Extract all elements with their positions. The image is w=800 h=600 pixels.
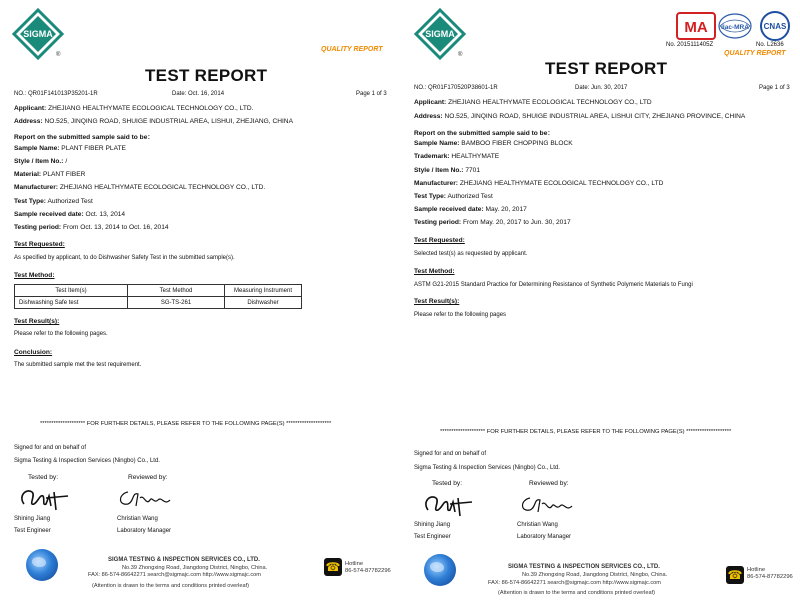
test-method-table [14, 284, 302, 309]
manufacturer-label: Manufacturer: [414, 180, 458, 187]
tester-name: Shining Jiang [14, 516, 51, 522]
footer-contact: FAX: 86-574-86642271 search@sigmajc.com http://www.sigmajc.com [88, 572, 261, 578]
manufacturer-row [14, 184, 265, 191]
footer-company: SIGMA TESTING & INSPECTION SERVICES CO., LTD. [108, 557, 260, 563]
report-number: NO.: QR01F141013P35201-1R [14, 91, 98, 97]
style-value: / [65, 158, 68, 165]
submitted-heading: Report on the submitted sample said to be： [414, 130, 554, 137]
signed-text: Signed for and on behalf of [14, 445, 87, 451]
test-method-text: ASTM G21-2015 Standard Practice for Determining Resistance of Synthetic Polymeric Materials to Fungi [414, 282, 693, 288]
test-results-text: Please refer to the following pages. [14, 331, 108, 337]
test-method-heading: Test Method: [414, 268, 455, 275]
svg-text:®: ® [56, 52, 61, 58]
lab-name: Sigma Testing & Inspection Services (Ningbo) Co., Ltd. [14, 458, 160, 464]
tester-title: Test Engineer [414, 534, 451, 540]
sample-name-row [414, 140, 573, 147]
reviewed-by-label: Reviewed by: [128, 474, 168, 481]
received-value: Oct. 13, 2014 [85, 211, 126, 218]
table-header-row [15, 285, 302, 297]
reviewed-by-label: Reviewed by: [529, 480, 569, 487]
page-title: TEST REPORT [145, 66, 268, 85]
table-header-cell: Test Method [128, 285, 225, 297]
test-results-text: Please refer to the following pages [414, 312, 507, 318]
test-requested-text: As specified by applicant, to do Dishwasher Safety Test in the submitted sample(s). [14, 255, 235, 261]
ilac-text: ilac-MRA [721, 24, 749, 31]
manufacturer-value: ZHEJIANG HEALTHYMATE ECOLOGICAL TECHNOLOGY CO., LTD [459, 180, 664, 187]
hotline [345, 561, 391, 575]
sample-name-row [14, 145, 126, 152]
ilac-mra-logo [716, 10, 754, 42]
applicant-row [414, 99, 652, 106]
submitted-heading: Report on the submitted sample said to be： [14, 134, 154, 141]
address-value: NO.525, JINQING ROAD, SHUIGE INDUSTRIAL AREA, LISHUI, ZHEJIANG, CHINA [44, 118, 293, 125]
phone-icon: ☎ [727, 568, 743, 582]
tester-signature [420, 488, 478, 520]
svg-text:SIGMA: SIGMA [23, 29, 53, 39]
cert-number-2: No. L2636 [756, 42, 784, 48]
reviewer-signature [516, 490, 580, 518]
footer-address: No.39 Zhongxing Road, Jiangdong District, Ningbo, China. [522, 572, 668, 578]
tester-name: Shining Jiang [414, 522, 451, 528]
trademark-value: HEALTHYMATE [451, 153, 500, 160]
test-requested-text: Selected test(s) as requested by applicant. [414, 251, 528, 257]
sigma-logo [414, 8, 466, 60]
trademark-row [414, 153, 499, 160]
material-value: PLANT FIBER [42, 171, 86, 178]
further-details-line: ******************** FOR FURTHER DETAILS, PLEASE REFER TO THE FOLLOWING PAGE(S) ******************** [440, 429, 732, 435]
test-results-heading: Test Result(s): [414, 298, 460, 305]
applicant-label: Applicant: [414, 99, 447, 106]
period-value: From Oct. 13, 2014 to Oct. 16, 2014 [62, 224, 169, 231]
tester-signature [16, 482, 74, 514]
cert-number-1: No. 2015111405Z [666, 42, 714, 48]
received-row [414, 206, 527, 213]
period-value: From May. 20, 2017 to Jun. 30, 2017 [462, 219, 571, 226]
address-row [14, 118, 293, 125]
table-header-cell: Test Item(s) [15, 285, 128, 297]
quality-report-label: QUALITY REPORT [321, 46, 383, 53]
svg-text:SIGMA: SIGMA [425, 29, 455, 39]
quality-report-label: QUALITY REPORT [724, 50, 786, 57]
tester-title: Test Engineer [14, 528, 51, 534]
received-row [14, 211, 125, 218]
trademark-label: Trademark: [414, 153, 450, 160]
footer-contact: FAX: 86-574-86642271 search@sigmajc.com http://www.sigmajc.com [488, 580, 661, 586]
address-row [414, 113, 745, 120]
hotline-number: 86-574-87782296 [747, 574, 793, 580]
address-value: NO.525, JINQING ROAD, SHUIGE INDUSTRIAL AREA, LISHUI CITY, ZHEJIANG PROVINCE, CHINA [444, 113, 746, 120]
signed-text: Signed for and on behalf of [414, 451, 487, 457]
material-label: Material: [14, 171, 42, 178]
tested-by-label: Tested by: [28, 474, 59, 481]
test-type-label: Test Type: [414, 193, 446, 200]
page-separator [392, 0, 404, 600]
received-label: Sample received date: [14, 211, 84, 218]
hotline [747, 567, 793, 581]
applicant-value: ZHEJIANG HEALTHYMATE ECOLOGICAL TECHNOLOGY CO., LTD [448, 99, 652, 106]
globe-icon [424, 554, 456, 586]
hotline-number: 86-574-87782296 [345, 568, 391, 574]
footer-attention: (Attention is drawn to the terms and conditions printed overleaf) [92, 583, 250, 589]
phone-icon: ☎ [325, 560, 341, 574]
period-row [414, 219, 571, 226]
test-requested-heading: Test Requested: [14, 241, 65, 248]
style-row [14, 158, 67, 165]
style-value: 7701 [465, 167, 480, 174]
table-cell: SG-TS-261 [128, 297, 225, 309]
test-type-row [14, 198, 93, 205]
report-page-1 [0, 0, 392, 600]
style-row [414, 167, 480, 174]
sigma-logo [12, 8, 64, 60]
manufacturer-value: ZHEJIANG HEALTHYMATE ECOLOGICAL TECHNOLOGY CO., LTD. [59, 184, 266, 191]
report-page-2 [404, 0, 800, 600]
conclusion-text: The submitted sample met the test requirement. [14, 362, 142, 368]
footer-address: No.39 Zhongxing Road, Jiangdong District, Ningbo, China. [122, 565, 268, 571]
sample-name-value: BAMBOO FIBER CHOPPING BLOCK [461, 140, 573, 147]
received-label: Sample received date: [414, 206, 484, 213]
further-details-line: ******************** FOR FURTHER DETAILS, PLEASE REFER TO THE FOLLOWING PAGE(S) ******************** [40, 421, 332, 427]
table-header-cell: Measuring Instrument [225, 285, 302, 297]
period-label: Testing period: [414, 219, 462, 226]
cnas-text: CNAS [763, 22, 787, 31]
reviewer-title: Laboratory Manager [517, 534, 572, 540]
applicant-label: Applicant: [14, 105, 47, 112]
page-title: TEST REPORT [545, 59, 668, 78]
test-type-value: Authorized Test [47, 198, 93, 205]
applicant-row [14, 105, 254, 112]
applicant-value: ZHEJIANG HEALTHYMATE ECOLOGICAL TECHNOLOGY CO., LTD. [48, 105, 254, 112]
test-type-value: Authorized Test [447, 193, 493, 200]
test-method-heading: Test Method: [14, 272, 55, 279]
ma-text: MA [684, 19, 708, 36]
reviewer-signature [114, 484, 178, 512]
test-requested-heading: Test Requested: [414, 237, 465, 244]
reviewer-name: Christian Wang [117, 516, 158, 522]
hotline-label: Hotline [345, 561, 364, 567]
reviewer-name: Christian Wang [517, 522, 558, 528]
page-number: Page 1 of 3 [356, 91, 387, 97]
table-row [15, 297, 302, 309]
ma-certification-logo [676, 12, 716, 40]
table-cell: Dishwasher [225, 297, 302, 309]
test-type-label: Test Type: [14, 198, 46, 205]
cnas-logo [756, 10, 794, 42]
report-number: NO.: QR01F170520P38601-1R [414, 85, 498, 91]
lab-name: Sigma Testing & Inspection Services (Ningbo) Co., Ltd. [414, 465, 560, 471]
conclusion-heading: Conclusion: [14, 349, 53, 356]
globe-icon [26, 549, 58, 581]
footer-company: SIGMA TESTING & INSPECTION SERVICES CO., LTD. [508, 564, 660, 570]
tested-by-label: Tested by: [432, 480, 463, 487]
sample-name-label: Sample Name: [14, 145, 60, 152]
received-value: May. 20, 2017 [485, 206, 527, 213]
test-results-heading: Test Result(s): [14, 318, 60, 325]
manufacturer-label: Manufacturer: [14, 184, 58, 191]
svg-text:®: ® [458, 52, 463, 58]
period-label: Testing period: [14, 224, 62, 231]
sample-name-value: PLANT FIBER PLATE [61, 145, 126, 152]
material-row [14, 171, 85, 178]
test-type-row [414, 193, 493, 200]
address-label: Address: [14, 118, 43, 125]
address-label: Address: [414, 113, 443, 120]
report-date: Date: Oct. 16, 2014 [172, 91, 225, 97]
style-label: Style / Item No.: [14, 158, 64, 165]
reviewer-title: Laboratory Manager [117, 528, 172, 534]
footer-attention: (Attention is drawn to the terms and conditions printed overleaf) [498, 590, 656, 596]
style-label: Style / Item No.: [414, 167, 464, 174]
sample-name-label: Sample Name: [414, 140, 460, 147]
period-row [14, 224, 169, 231]
table-cell: Dishwashing Safe test [15, 297, 128, 309]
page-number: Page 1 of 3 [759, 85, 790, 91]
manufacturer-row [414, 180, 663, 187]
report-date: Date: Jun. 30, 2017 [575, 85, 628, 91]
hotline-label: Hotline [747, 567, 766, 573]
